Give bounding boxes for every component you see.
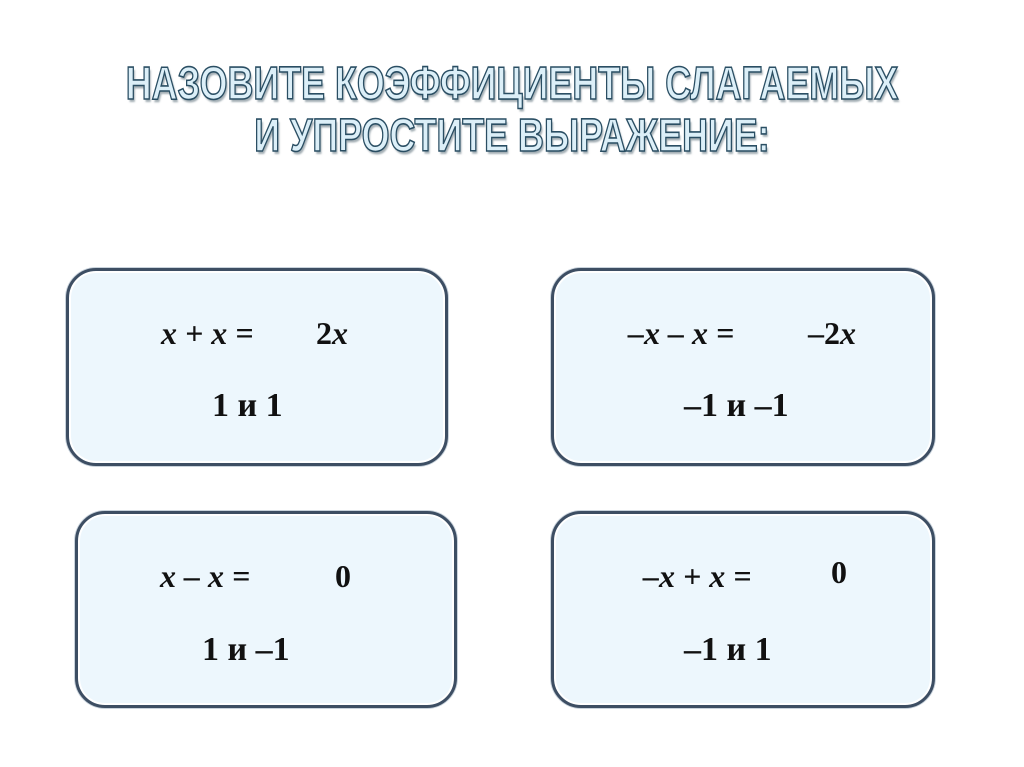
coefficients: 1 и –1: [202, 631, 290, 668]
coefficients: 1 и 1: [212, 387, 283, 424]
slide-title-line-2: И УПРОСТИТЕ ВЫРАЖЕНИЕ:: [254, 109, 770, 161]
simplified-answer: 2x: [316, 315, 348, 351]
simplified-answer: 0: [831, 554, 847, 590]
expression: –x + x =: [643, 558, 752, 594]
expression-card-3: [75, 511, 457, 708]
expression: x – x =: [160, 558, 251, 594]
simplified-answer: 0: [335, 558, 351, 594]
coefficients: –1 и 1: [684, 631, 772, 668]
simplified-answer: –2x: [808, 315, 856, 351]
expression: –x – x =: [628, 315, 735, 351]
expression-card-4: [551, 511, 935, 708]
slide-title-line-1: НАЗОВИТЕ КОЭФФИЦИЕНТЫ СЛАГАЕМЫХ: [125, 57, 899, 109]
expression-card-2: [551, 268, 935, 466]
expression: x + x =: [161, 315, 254, 351]
expression-card-1: [66, 268, 448, 466]
coefficients: –1 и –1: [684, 387, 789, 424]
